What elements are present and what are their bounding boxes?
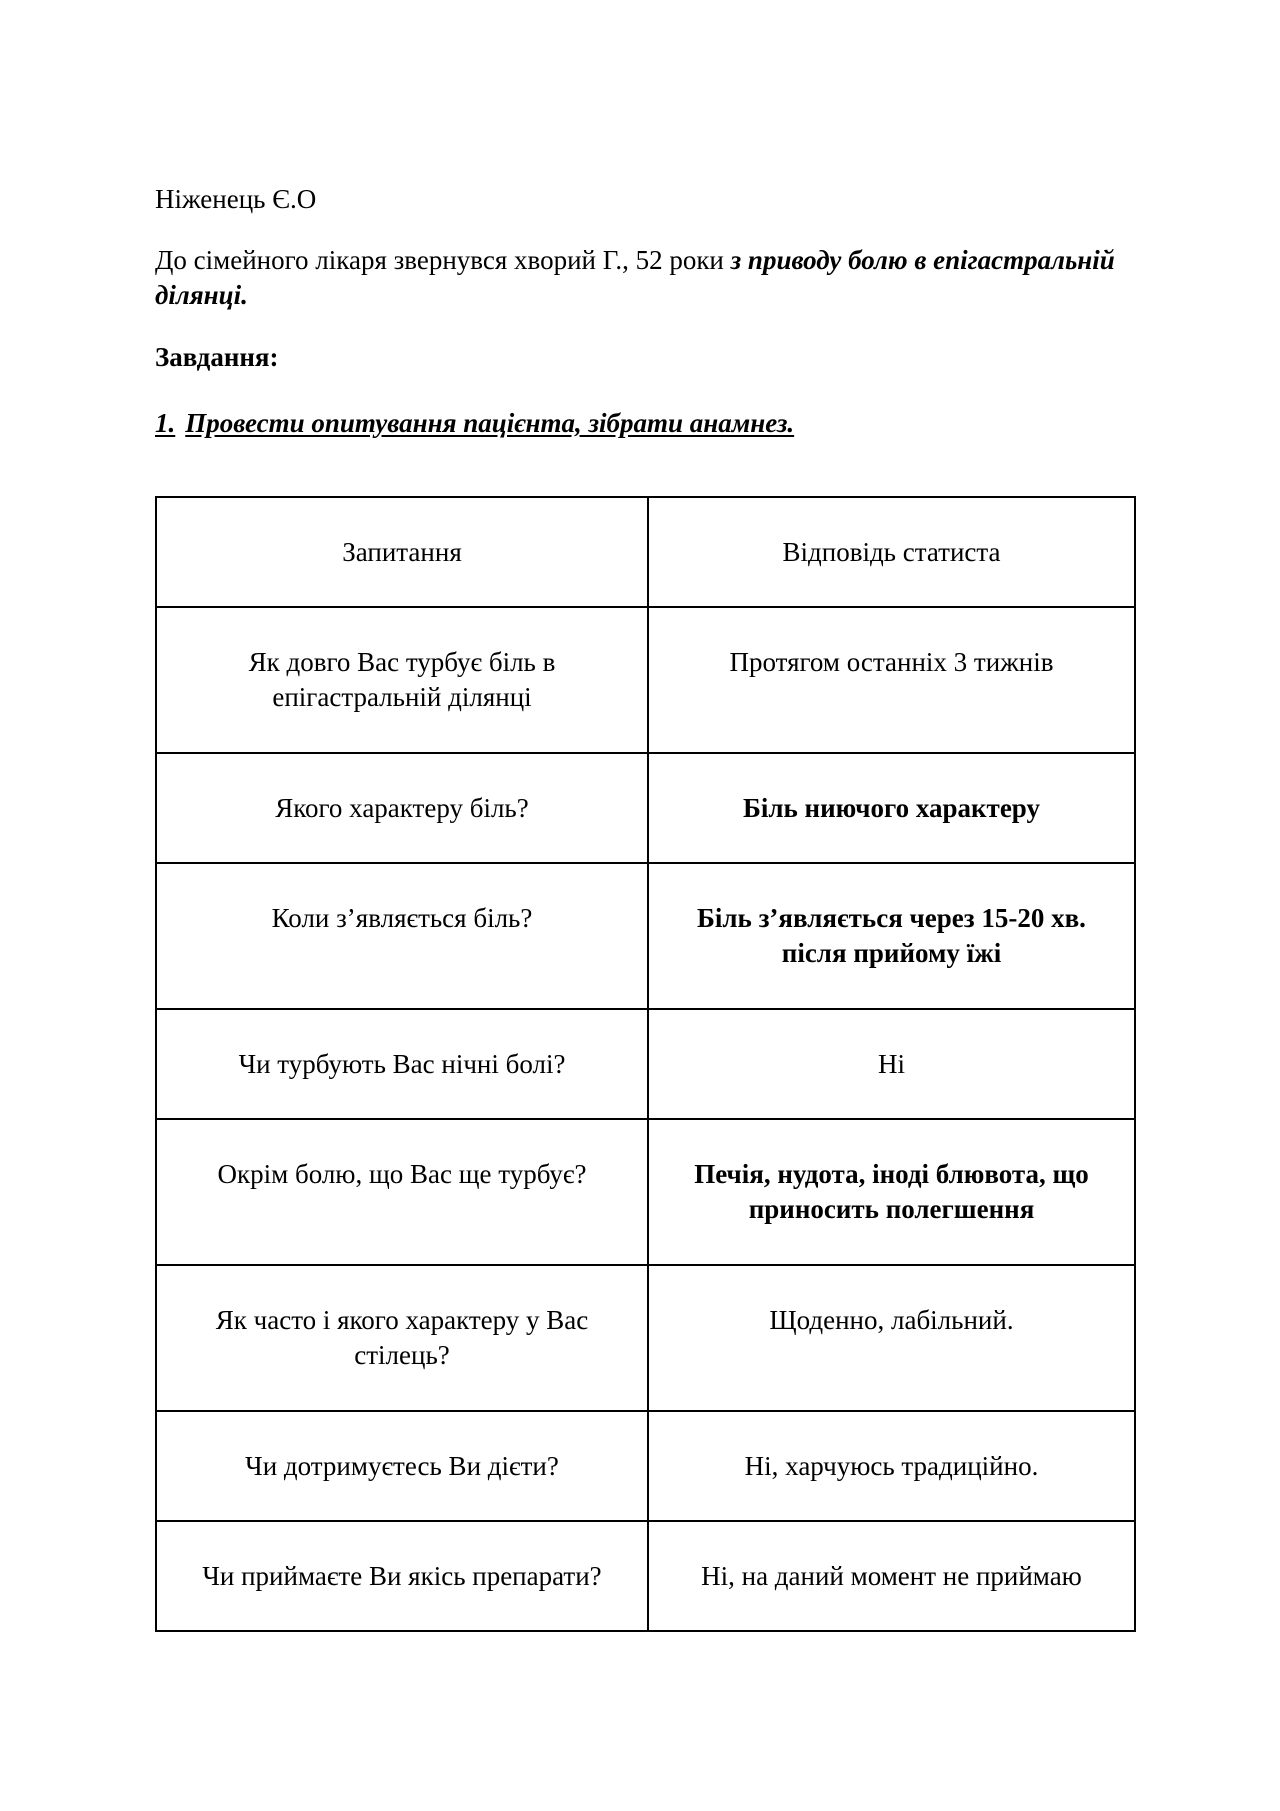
task-item-number: 1. (155, 408, 176, 438)
question-cell: Чи приймаєте Ви якісь препарати? (156, 1521, 648, 1631)
case-emphasis: з приводу болю в епігастральній ділянці. (155, 245, 1115, 310)
answer-cell: Ні, харчуюсь традиційно. (648, 1411, 1135, 1521)
question-cell: Якого характеру біль? (156, 753, 648, 863)
case-description (155, 243, 1135, 313)
question-cell: Окрім болю, що Вас ще турбує? (156, 1119, 648, 1265)
question-cell: Як часто і якого характеру у Вас стілець? (156, 1265, 648, 1411)
case-text: До сімейного лікаря звернувся хворий Г., 52 роки (155, 245, 724, 275)
table-row (156, 1411, 1135, 1521)
table-row (156, 1521, 1135, 1631)
table-row (156, 1119, 1135, 1265)
table-row (156, 1009, 1135, 1119)
anamnesis-table (155, 496, 1136, 1632)
author-name: Ніженець Є.О (155, 184, 317, 214)
task-heading: Завдання: (155, 342, 279, 372)
table-row (156, 1265, 1135, 1411)
question-cell: Як довго Вас турбує біль в епігастральній ділянці (156, 607, 648, 753)
answer-cell: Ні, на даний момент не приймаю (648, 1521, 1135, 1631)
question-cell: Чи турбують Вас нічні болі? (156, 1009, 648, 1119)
answer-cell: Щоденно, лабільний. (648, 1265, 1135, 1411)
answer-cell: Біль з’являється через 15-20 хв. після прийому їжі (648, 863, 1135, 1009)
answer-cell: Ні (648, 1009, 1135, 1119)
task-item (155, 406, 1135, 441)
table-row (156, 863, 1135, 1009)
answer-cell: Біль ниючого характеру (648, 753, 1135, 863)
task-item-text: Провести опитування пацієнта, зібрати анамнез. (185, 408, 795, 438)
answer-cell: Печія, нудота, іноді блювота, що приносить полегшення (648, 1119, 1135, 1265)
question-cell: Коли з’являється біль? (156, 863, 648, 1009)
table-row (156, 753, 1135, 863)
header-answer: Відповідь статиста (648, 497, 1135, 607)
question-cell: Чи дотримуєтесь Ви дієти? (156, 1411, 648, 1521)
answer-cell: Протягом останніх 3 тижнів (648, 607, 1135, 753)
table-header-row (156, 497, 1135, 607)
header-question: Запитання (156, 497, 648, 607)
table-row (156, 607, 1135, 753)
